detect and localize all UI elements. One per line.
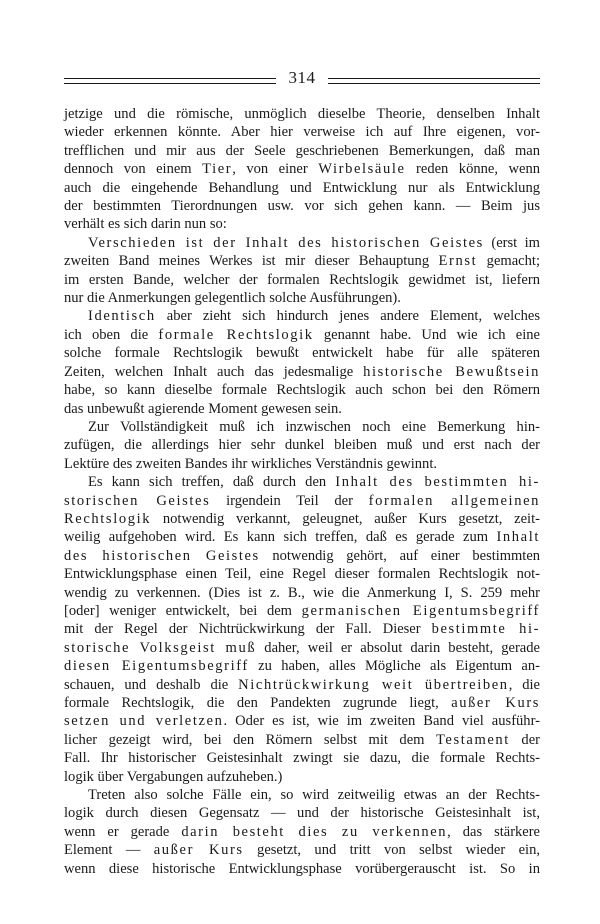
text-run: irgendein Teil der [210, 492, 369, 509]
text-line [64, 363, 540, 381]
text-run: logik durch diesen Gegensatz — und der historische Geistesinhalt ist, [64, 805, 540, 822]
text-run: logik über Vergabungen aufzuheben.) [64, 768, 283, 785]
header-rule-left [64, 78, 276, 84]
text-run: zu haben, alles Mögliche als Eigentum an- [248, 658, 540, 675]
text-run: Treten also solche Fälle ein, so wird zeitweilig etwas an der Rechts- [88, 787, 540, 804]
text-run: wendig zu verkennen. (Dies ist z. B., wie die Anmerkung I, S. 259 mehr [64, 584, 540, 601]
text-line [64, 252, 540, 270]
spaced-emphasis: außer Kurs [451, 695, 540, 711]
text-run: wieder erkennen könnte. Aber hier verweise ich auf Ihre eigenen, vor- [64, 124, 540, 141]
text-line [64, 455, 540, 473]
text-run: wenn er gerade [64, 823, 182, 840]
text-line [64, 234, 540, 252]
text-line [64, 326, 540, 344]
text-run: formale Rechtslogik, die den Pandekten zugrunde liegt, [64, 695, 452, 711]
text-run: genannt habe. Und wie ich eine [313, 326, 540, 343]
text-run: zufügen, die allerdings hier sehr dunkel bleiben muß und erst nach der [64, 437, 540, 454]
text-run: Lektüre des zweiten Bandes ihr wirkliches Verständnis gewinnt. [64, 455, 438, 472]
body-text [64, 105, 540, 878]
text-line [64, 841, 540, 859]
text-line [64, 620, 540, 638]
text-run: notwendig gehört, auf einer bestimmten [259, 547, 540, 564]
text-run: [oder] weniger entwickelt, bei dem [64, 602, 302, 619]
spaced-emphasis: diesen Eigentumsbegriff [64, 658, 249, 675]
spaced-emphasis: Rechtslogik [64, 510, 152, 527]
spaced-emphasis: Ernst [438, 253, 478, 270]
text-run: Zeiten, welchen Inhalt auch das jedesmalige [64, 363, 364, 380]
spaced-emphasis: bestimmte hi- [431, 621, 541, 638]
text-line [64, 344, 540, 362]
text-run: schauen, und deshalb die [64, 676, 239, 693]
text-run: Entwicklungsphase einen Teil, eine Regel dieser formalen Rechtslogik not- [64, 566, 540, 583]
text-run: jetzige und die römische, unmöglich dieselbe Theorie, denselben Inhalt [64, 106, 540, 122]
text-line [64, 215, 540, 233]
text-run: wenn diese historische Entwicklungsphase vorübergerauscht ist. So in [64, 860, 540, 877]
text-run: ich oben die [64, 326, 159, 343]
text-line [64, 179, 540, 197]
text-line [64, 565, 540, 583]
text-run: weilig aufgehoben wird. Es kann sich treffen, daß es gerade zum [64, 529, 497, 546]
text-run: notwendig verkannt, geleugnet, außer Kurs gesetzt, zeit- [151, 510, 540, 527]
spaced-emphasis: formale Rechtslogik [158, 326, 314, 343]
text-line [64, 271, 540, 289]
text-line [64, 860, 540, 878]
spaced-emphasis: Testament [435, 731, 510, 748]
text-run: trefflichen und mir aus der Seele geschriebenen Bemerkungen, daß man [64, 142, 540, 159]
spaced-emphasis: Inhalt des bestimmten hi- [335, 474, 540, 491]
text-run: zweiten Band meines Werkes ist mir dieser Behauptung [64, 253, 439, 270]
spaced-emphasis: des historischen Geistes [64, 547, 260, 564]
text-run: im ersten Bande, welcher der formalen Rechtslogik gewidmet ist, liefern [64, 271, 540, 288]
text-line [64, 547, 540, 565]
text-run: nur die Anmerkungen gelegentlich solche Ausführungen). [64, 290, 401, 307]
text-run: Es kann sich treffen, daß durch den [88, 474, 336, 491]
text-run: auch die eingehende Behandlung und Entwicklung nur als Entwicklung [64, 179, 540, 196]
text-line [64, 418, 540, 436]
text-line [64, 694, 540, 712]
text-run: gemacht; [477, 253, 540, 270]
text-line [64, 712, 540, 730]
spaced-emphasis: Wirbelsäule [318, 161, 406, 178]
text-run: gesetzt, und tritt von selbst wieder ein, [243, 842, 540, 859]
text-run: (erst im [483, 234, 540, 251]
text-line [64, 657, 540, 675]
text-line [64, 197, 540, 215]
text-line [64, 823, 540, 841]
spaced-emphasis: außer Kurs [153, 842, 244, 859]
text-run: licher gezeigt wird, bei den Römern selbst mit dem [64, 731, 436, 748]
spaced-emphasis: setzen und verletzen [64, 713, 224, 730]
text-line [64, 160, 540, 178]
text-line [64, 123, 540, 141]
text-line [64, 289, 540, 307]
text-run: aber zieht sich hindurch jenes andere Element, welches [155, 308, 540, 325]
text-run: habe, so kann dieselbe formale Rechtslogik auch schon bei den Römern [64, 382, 540, 399]
spaced-emphasis: darin besteht dies zu verkennen [181, 823, 448, 840]
spaced-emphasis: formalen allgemeinen [368, 492, 540, 509]
text-run: Fall. Ihr historischer Geistesinhalt zwingt sie dazu, die formale Rechts- [64, 750, 540, 767]
text-line [64, 768, 540, 786]
text-line [64, 731, 540, 749]
text-run: Element — [64, 842, 154, 859]
text-line [64, 584, 540, 602]
text-line [64, 676, 540, 694]
spaced-emphasis: Verschieden ist der Inhalt des historischen Geistes [88, 234, 484, 251]
text-run: daher, weil er absolut darin besteht, gerade [256, 639, 540, 656]
page-header [64, 70, 540, 92]
text-run: , die [508, 676, 540, 693]
text-line [64, 639, 540, 657]
text-line [64, 786, 540, 804]
text-run: mit der Regel der Nichtrückwirkung der Fall. Dieser [64, 621, 432, 638]
text-run: verhält es sich darin nun so: [64, 216, 227, 233]
spaced-emphasis: storische Volksgeist muß [64, 639, 257, 656]
text-line [64, 436, 540, 454]
text-run: das unbewußt agierende Moment gewesen sein. [64, 400, 342, 417]
text-line [64, 749, 540, 767]
text-run: , von einer [232, 161, 319, 178]
spaced-emphasis: historische Bewußtsein [363, 363, 540, 380]
spaced-emphasis: storischen Geistes [64, 492, 211, 509]
text-line [64, 528, 540, 546]
text-line [64, 400, 540, 418]
text-line [64, 381, 540, 399]
text-run: , das stärkere [447, 823, 540, 840]
spaced-emphasis: Nichtrückwirkung weit übertreiben [238, 676, 509, 693]
spaced-emphasis: Identisch [88, 308, 156, 325]
text-run: reden könne, wenn [405, 161, 540, 178]
text-run: der bestimmten Tierordnungen usw. vor sich gehen kann. — Beim jus [64, 198, 540, 215]
spaced-emphasis: Tier [202, 161, 233, 178]
page-number: 314 [288, 68, 316, 87]
text-line [64, 510, 540, 528]
text-line [64, 105, 540, 123]
text-line [64, 473, 540, 491]
text-run: . Oder es ist, wie im zweiten Band viel ausführ- [223, 713, 540, 730]
text-line [64, 307, 540, 325]
text-line [64, 142, 540, 160]
text-run: dennoch von einem [64, 161, 203, 178]
text-run: Zur Vollständigkeit muß ich inzwischen noch eine Bemerkung hin- [88, 418, 540, 435]
text-run: solche formale Rechtslogik bewußt entwickelt habe für alle späteren [64, 345, 540, 362]
text-run: der [509, 731, 540, 748]
spaced-emphasis: Inhalt [496, 529, 540, 546]
text-line [64, 492, 540, 510]
text-line [64, 804, 540, 822]
header-rule-right [328, 78, 540, 84]
text-line [64, 602, 540, 620]
spaced-emphasis: germanischen Eigentumsbegriff [301, 602, 540, 619]
